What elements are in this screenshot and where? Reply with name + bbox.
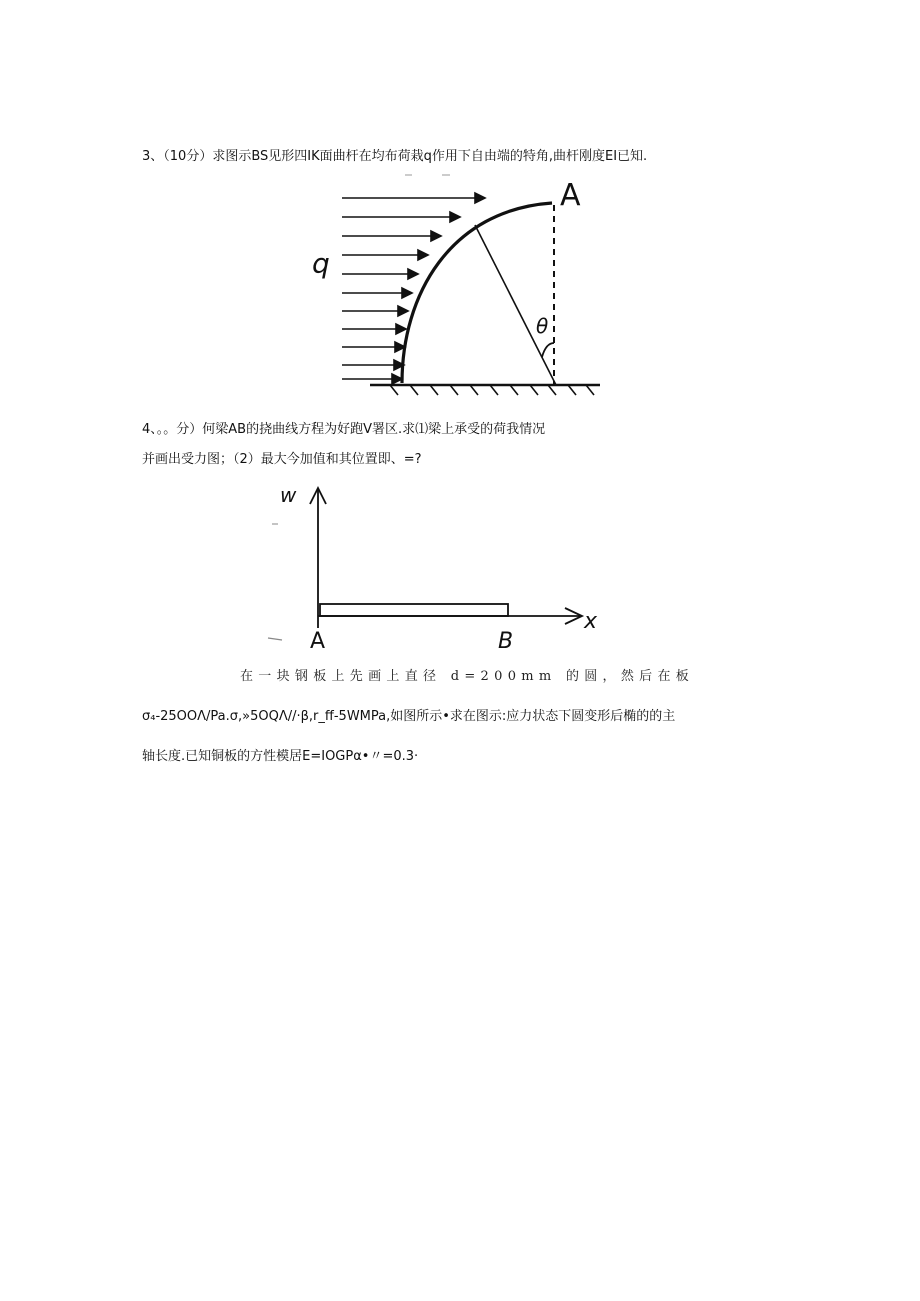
figure2-label-B: B	[498, 629, 514, 654]
figure2-label-x: x	[584, 609, 598, 634]
figure-curved-bar	[312, 165, 605, 397]
question-5-line-2: σ₄-25OOΛ/Pa.σ,»5OQΛ//·β,r_ff-5WMPa,如图所示•求在图示:应力状态下圆变形后椭的的主	[142, 709, 676, 724]
question-5-line-1: 在一块钢板上先画上直径 d=200mm 的圆，然后在板	[240, 669, 695, 684]
question-4-line-2: 并画出受力图；（2）最大今加值和其位置即、=?	[142, 452, 422, 467]
question-5-line-3: 轴长度.已知铜板的方性模居E=IOGPα•〃=0.3·	[142, 749, 419, 764]
question-4-line-1: 4、。。分）何梁AB的挠曲线方程为好跑V署区.求⑴梁上承受的荷我情况	[142, 422, 546, 437]
figure-beam-axes	[262, 478, 602, 663]
figure1-label-q: q	[312, 247, 330, 280]
figure1-label-theta: θ	[536, 314, 549, 338]
question-3-text: 3、（10分）求图示BS见形四IK面曲杆在均布荷栽q作用下自由端的特角,曲杆刚度EI已知.	[142, 149, 648, 164]
figure1-label-A: A	[560, 178, 581, 213]
figure2-label-A: A	[310, 629, 326, 654]
figure2-label-w: w	[280, 483, 297, 507]
